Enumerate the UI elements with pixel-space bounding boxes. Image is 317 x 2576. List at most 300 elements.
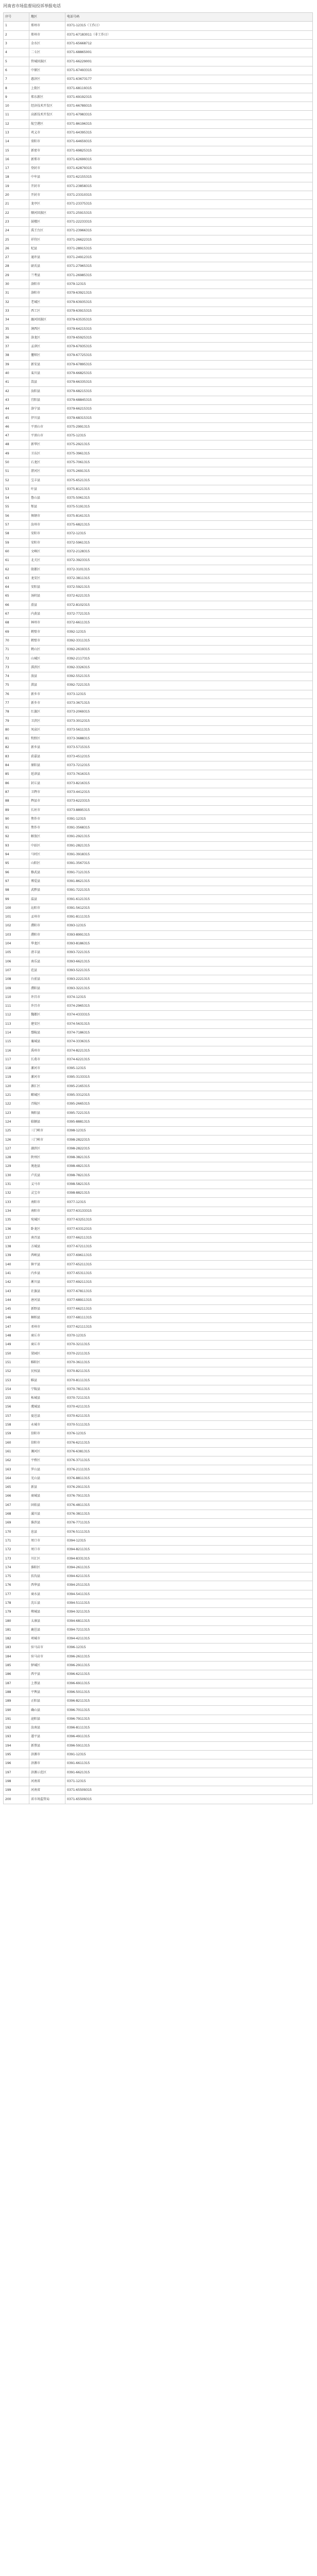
- row-index-cell: 7: [4, 75, 29, 84]
- table-row: [4, 503, 313, 512]
- table-row: [4, 1144, 313, 1153]
- table-row: [4, 191, 313, 199]
- row-region-cell: 武陟县: [29, 886, 65, 895]
- row-region-cell: 新乡市: [29, 699, 65, 707]
- row-index-cell: 64: [4, 583, 29, 592]
- row-index-cell: 22: [4, 209, 29, 217]
- row-index-cell: 34: [4, 316, 29, 325]
- row-phone-cell: 0379-63935315: [65, 298, 313, 307]
- row-region-cell: 南阳市: [29, 1198, 65, 1207]
- row-index-cell: 198: [4, 1777, 29, 1786]
- row-phone-cell: 0374-4333315: [65, 1011, 313, 1020]
- table-row: [4, 271, 313, 280]
- row-region-cell: 焦作市: [29, 815, 65, 823]
- row-phone-cell: 0396-6911315: [65, 1679, 313, 1688]
- row-region-cell: 鼓楼区: [29, 217, 65, 226]
- row-phone-cell: 0393-12315: [65, 922, 313, 930]
- row-phone-cell: 0377-12315: [65, 1198, 313, 1207]
- table-row: [4, 1233, 313, 1242]
- table-row: [4, 1349, 313, 1358]
- table-row: [4, 1127, 313, 1136]
- table-row: [4, 993, 313, 1002]
- row-region-cell: 周口市: [29, 1546, 65, 1554]
- row-index-cell: 96: [4, 868, 29, 877]
- header-cell-phone: 电话号码: [65, 13, 313, 22]
- table-row: [4, 1715, 313, 1723]
- row-region-cell: 建安区: [29, 1020, 65, 1028]
- row-index-cell: 55: [4, 503, 29, 512]
- row-phone-cell: 0373-2069315: [65, 708, 313, 717]
- row-phone-cell: 0396-5011315: [65, 1688, 313, 1697]
- row-index-cell: 199: [4, 1786, 29, 1795]
- table-row: [4, 1136, 313, 1144]
- row-index-cell: 167: [4, 1501, 29, 1510]
- row-index-cell: 156: [4, 1403, 29, 1412]
- row-index-cell: 195: [4, 1750, 29, 1759]
- row-region-cell: 平顶山市: [29, 431, 65, 440]
- row-region-cell: 信阳市: [29, 1438, 65, 1447]
- row-phone-cell: 0370-5111315: [65, 1420, 313, 1429]
- table-row: [4, 1590, 313, 1599]
- row-region-cell: 郑州市: [29, 30, 65, 39]
- row-region-cell: 平桥区: [29, 1456, 65, 1465]
- row-phone-cell: 0379-66825315: [65, 369, 313, 378]
- row-region-cell: 原阳县: [29, 761, 65, 770]
- row-phone-cell: 0375-7061315: [65, 458, 313, 467]
- row-region-cell: 永城市: [29, 1420, 65, 1429]
- row-region-cell: 栾川县: [29, 369, 65, 378]
- row-region-cell: 柘城县: [29, 1394, 65, 1403]
- row-region-cell: 宝丰县: [29, 476, 65, 485]
- row-phone-cell: 0392-12315: [65, 628, 313, 636]
- row-phone-cell: 0377-67211315: [65, 1242, 313, 1251]
- row-phone-cell: 0391-8111315: [65, 912, 313, 921]
- row-index-cell: 114: [4, 1028, 29, 1037]
- row-index-cell: 168: [4, 1510, 29, 1518]
- row-region-cell: 卢氏县: [29, 1171, 65, 1180]
- row-phone-cell: 0376-7711315: [65, 1519, 313, 1528]
- row-region-cell: 川汇区: [29, 1554, 65, 1563]
- row-region-cell: 石龙区: [29, 458, 65, 467]
- table-row: [4, 1474, 313, 1483]
- table-row: [4, 1706, 313, 1715]
- row-region-cell: 博爱县: [29, 877, 65, 886]
- table-row: [4, 1109, 313, 1117]
- row-phone-cell: 0376-6381315: [65, 1447, 313, 1456]
- row-phone-cell: 0377-63133315: [65, 1207, 313, 1215]
- table-row: [4, 1011, 313, 1020]
- table-row: [4, 467, 313, 476]
- row-region-cell: 宜阳县: [29, 396, 65, 404]
- row-phone-cell: 0391-6121315: [65, 895, 313, 904]
- table-row: [4, 1323, 313, 1331]
- row-index-cell: 127: [4, 1144, 29, 1153]
- row-phone-cell: 0376-4811315: [65, 1501, 313, 1510]
- row-index-cell: 3: [4, 39, 29, 48]
- table-row: [4, 1242, 313, 1251]
- row-phone-cell: 0393-6621315: [65, 957, 313, 966]
- row-index-cell: 160: [4, 1438, 29, 1447]
- row-index-cell: 49: [4, 449, 29, 458]
- row-index-cell: 117: [4, 1055, 29, 1064]
- row-index-cell: 78: [4, 708, 29, 717]
- row-index-cell: 84: [4, 761, 29, 770]
- row-region-cell: 新安县: [29, 360, 65, 369]
- row-region-cell: 嵩县: [29, 378, 65, 387]
- row-phone-cell: 0398-5821315: [65, 1180, 313, 1189]
- row-region-cell: 河南省: [29, 1777, 65, 1786]
- row-index-cell: 142: [4, 1278, 29, 1287]
- table-row: [4, 111, 313, 120]
- table-row: [4, 1661, 313, 1670]
- table-row: [4, 752, 313, 761]
- row-index-cell: 77: [4, 699, 29, 707]
- table-row: [4, 57, 313, 66]
- table-row: [4, 217, 313, 226]
- row-index-cell: 50: [4, 458, 29, 467]
- row-phone-cell: 0375-2921315: [65, 440, 313, 449]
- row-region-cell: 南乐县: [29, 957, 65, 966]
- table-row: [4, 449, 313, 458]
- row-phone-cell: 0396-5911315: [65, 1741, 313, 1750]
- table-row: [4, 966, 313, 975]
- row-index-cell: 197: [4, 1768, 29, 1777]
- row-region-cell: 龙亭区: [29, 200, 65, 209]
- row-region-cell: 辉县市: [29, 797, 65, 806]
- row-region-cell: 卫辉市: [29, 788, 65, 796]
- row-index-cell: 125: [4, 1127, 29, 1136]
- table-row: [4, 22, 313, 30]
- row-region-cell: 济源市: [29, 1759, 65, 1768]
- row-index-cell: 35: [4, 325, 29, 333]
- row-phone-cell: 0370-3611315: [65, 1358, 313, 1367]
- row-index-cell: 143: [4, 1287, 29, 1296]
- table-row: [4, 75, 313, 84]
- row-region-cell: 清丰县: [29, 948, 65, 957]
- row-index-cell: 119: [4, 1073, 29, 1082]
- table-row: [4, 1724, 313, 1733]
- row-phone-cell: 0392-7221315: [65, 681, 313, 690]
- row-index-cell: 118: [4, 1064, 29, 1073]
- row-index-cell: 190: [4, 1706, 29, 1715]
- row-region-cell: 洛阳市: [29, 289, 65, 298]
- row-phone-cell: 0371-69192315: [65, 93, 313, 101]
- row-region-cell: 梁园区: [29, 1349, 65, 1358]
- table-row: [4, 307, 313, 315]
- row-region-cell: 濮阳县: [29, 984, 65, 993]
- row-phone-cell: 0395-3133315: [65, 1073, 313, 1082]
- row-region-cell: 老城区: [29, 298, 65, 307]
- row-index-cell: 61: [4, 556, 29, 565]
- row-index-cell: 189: [4, 1697, 29, 1706]
- table-row: [4, 387, 313, 396]
- row-index-cell: 24: [4, 227, 29, 235]
- row-phone-cell: 0371-27965315: [65, 262, 313, 271]
- table-row: [4, 244, 313, 253]
- row-phone-cell: 0394-3211315: [65, 1608, 313, 1617]
- table-row: [4, 173, 313, 182]
- row-index-cell: 172: [4, 1546, 29, 1554]
- row-phone-cell: 0370-2211315: [65, 1349, 313, 1358]
- table-row: [4, 1020, 313, 1028]
- table-row: [4, 725, 313, 734]
- row-region-cell: 南阳市: [29, 1207, 65, 1215]
- row-region-cell: 新郑市: [29, 155, 65, 164]
- row-region-cell: 驿城区: [29, 1661, 65, 1670]
- table-row: [4, 984, 313, 993]
- row-phone-cell: 0371-12315: [65, 1777, 313, 1786]
- row-index-cell: 136: [4, 1225, 29, 1233]
- table-body: [4, 13, 313, 1804]
- row-phone-cell: 0376-5111315: [65, 1528, 313, 1536]
- row-phone-cell: 0394-5111315: [65, 1599, 313, 1607]
- row-index-cell: 141: [4, 1269, 29, 1278]
- table-row: [4, 646, 313, 654]
- row-index-cell: 25: [4, 235, 29, 244]
- row-region-cell: 祥符区: [29, 235, 65, 244]
- table-row: [4, 868, 313, 877]
- row-phone-cell: 0379-66215315: [65, 405, 313, 414]
- row-phone-cell: 0392-2117315: [65, 654, 313, 663]
- row-index-cell: 47: [4, 431, 29, 440]
- row-index-cell: 146: [4, 1314, 29, 1323]
- row-index-cell: 110: [4, 993, 29, 1002]
- row-phone-cell: 0379-64215315: [65, 325, 313, 333]
- row-region-cell: 禹州市: [29, 1046, 65, 1055]
- table-row: [4, 699, 313, 707]
- row-index-cell: 131: [4, 1180, 29, 1189]
- row-phone-cell: 0395-2665315: [65, 1100, 313, 1109]
- row-phone-cell: 0371-62699315: [65, 155, 313, 164]
- row-index-cell: 135: [4, 1216, 29, 1225]
- row-phone-cell: 0391-3568315: [65, 824, 313, 833]
- row-index-cell: 69: [4, 628, 29, 636]
- table-row: [4, 841, 313, 850]
- row-index-cell: 63: [4, 574, 29, 583]
- row-index-cell: 192: [4, 1724, 29, 1733]
- row-index-cell: 124: [4, 1117, 29, 1126]
- table-row: [4, 1171, 313, 1180]
- row-region-cell: 唐河县: [29, 1296, 65, 1304]
- row-index-cell: 73: [4, 663, 29, 672]
- row-phone-cell: 0371-67183011（非工作日）: [65, 30, 313, 39]
- row-phone-cell: 0377-65311315: [65, 1269, 313, 1278]
- row-index-cell: 39: [4, 360, 29, 369]
- row-region-cell: 许昌市: [29, 1002, 65, 1010]
- row-index-cell: 82: [4, 743, 29, 752]
- row-phone-cell: 0398-3821315: [65, 1154, 313, 1162]
- row-region-cell: 汝阳县: [29, 387, 65, 396]
- row-phone-cell: 0377-69611315: [65, 1251, 313, 1260]
- row-phone-cell: 0374-2965315: [65, 1002, 313, 1010]
- row-region-cell: 召陵区: [29, 1100, 65, 1109]
- row-phone-cell: 0371-22233315: [65, 217, 313, 226]
- row-phone-cell: 0394-12315: [65, 1536, 313, 1545]
- table-row: [4, 1465, 313, 1474]
- row-phone-cell: 0371-23966315: [65, 227, 313, 235]
- row-region-cell: 管城回族区: [29, 57, 65, 66]
- table-row: [4, 681, 313, 690]
- table-row: [4, 619, 313, 628]
- table-row: [4, 342, 313, 351]
- row-phone-cell: 0391-2821315: [65, 841, 313, 850]
- table-row: [4, 1314, 313, 1323]
- row-index-cell: 23: [4, 217, 29, 226]
- table-row: [4, 1296, 313, 1304]
- row-region-cell: 长葛市: [29, 1055, 65, 1064]
- row-region-cell: 洛宁县: [29, 405, 65, 414]
- row-region-cell: 罗山县: [29, 1465, 65, 1474]
- row-region-cell: 宁陵县: [29, 1385, 65, 1394]
- row-index-cell: 60: [4, 547, 29, 556]
- table-row: [4, 1697, 313, 1706]
- row-index-cell: 126: [4, 1136, 29, 1144]
- table-row: [4, 663, 313, 672]
- table-row: [4, 431, 313, 440]
- row-phone-cell: 0373-4512315: [65, 752, 313, 761]
- row-phone-cell: 0379-68215315: [65, 387, 313, 396]
- table-row: [4, 360, 313, 369]
- row-region-cell: 卫滨区: [29, 717, 65, 725]
- page-title: 河南省市场监督局投诉举报电话: [3, 4, 61, 8]
- row-region-cell: 南召县: [29, 1233, 65, 1242]
- row-region-cell: 洛龙区: [29, 333, 65, 342]
- row-region-cell: 淇县: [29, 681, 65, 690]
- row-region-cell: 淮滨县: [29, 1519, 65, 1528]
- row-phone-cell: 0398-2822315: [65, 1144, 313, 1153]
- row-phone-cell: 0373-12315: [65, 690, 313, 699]
- row-phone-cell: 0379-63921315: [65, 289, 313, 298]
- row-index-cell: 100: [4, 904, 29, 912]
- row-phone-cell: 0376-6211315: [65, 1438, 313, 1447]
- row-region-cell: 淮阳区: [29, 1563, 65, 1572]
- row-region-cell: 襄城县: [29, 1038, 65, 1046]
- row-index-cell: 187: [4, 1679, 29, 1688]
- row-phone-cell: 0398-4821315: [65, 1162, 313, 1171]
- row-phone-cell: 0373-7212315: [65, 761, 313, 770]
- table-row: [4, 574, 313, 583]
- row-phone-cell: 0391-12315: [65, 1750, 313, 1759]
- row-index-cell: 123: [4, 1109, 29, 1117]
- table-row: [4, 1287, 313, 1296]
- row-phone-cell: 0375-5191315: [65, 503, 313, 512]
- row-phone-cell: 0377-66211315: [65, 1233, 313, 1242]
- row-index-cell: 31: [4, 289, 29, 298]
- row-region-cell: 确山县: [29, 1706, 65, 1715]
- row-phone-cell: 0377-66211315: [65, 1305, 313, 1314]
- row-region-cell: 淇滨区: [29, 663, 65, 672]
- row-region-cell: 郑州市: [29, 22, 65, 30]
- row-phone-cell: 0396-2611315: [65, 1652, 313, 1661]
- row-index-cell: 16: [4, 155, 29, 164]
- table-row: [4, 396, 313, 404]
- row-region-cell: 巩义市: [29, 128, 65, 137]
- row-index-cell: 81: [4, 735, 29, 743]
- row-region-cell: 焦作市: [29, 824, 65, 833]
- row-region-cell: 红旗区: [29, 708, 65, 717]
- row-region-cell: 舞阳县: [29, 1109, 65, 1117]
- row-phone-cell: 0379-67895315: [65, 360, 313, 369]
- table-row: [4, 1572, 313, 1581]
- row-index-cell: 162: [4, 1456, 29, 1465]
- table-row: [4, 1483, 313, 1492]
- row-phone-cell: 0372-12315: [65, 530, 313, 538]
- row-index-cell: 155: [4, 1394, 29, 1403]
- table-row: [4, 253, 313, 262]
- row-region-cell: 孟州市: [29, 912, 65, 921]
- row-phone-cell: 0370-3211315: [65, 1341, 313, 1349]
- row-region-cell: 郾城区: [29, 1091, 65, 1099]
- row-index-cell: 170: [4, 1528, 29, 1536]
- row-region-cell: 商丘市: [29, 1341, 65, 1349]
- row-region-cell: 正阳县: [29, 1697, 65, 1706]
- row-region-cell: 通许县: [29, 253, 65, 262]
- row-index-cell: 186: [4, 1670, 29, 1679]
- table-row: [4, 654, 313, 663]
- table-row: [4, 280, 313, 289]
- table-row: [4, 930, 313, 939]
- row-index-cell: 191: [4, 1715, 29, 1723]
- row-region-cell: 禹王台区: [29, 227, 65, 235]
- row-index-cell: 122: [4, 1100, 29, 1109]
- row-region-cell: 临颍县: [29, 1117, 65, 1126]
- table-row: [4, 1394, 313, 1403]
- table-row: [4, 1046, 313, 1055]
- row-region-cell: 牧野区: [29, 735, 65, 743]
- row-index-cell: 21: [4, 200, 29, 209]
- table-row: [4, 405, 313, 414]
- row-index-cell: 29: [4, 271, 29, 280]
- table-row: [4, 1617, 313, 1625]
- row-region-cell: 西峡县: [29, 1251, 65, 1260]
- table-row: [4, 1447, 313, 1456]
- row-region-cell: 浚县: [29, 672, 65, 681]
- row-phone-cell: 0375-2691315: [65, 467, 313, 476]
- table-row: [4, 939, 313, 948]
- row-index-cell: 66: [4, 601, 29, 609]
- row-region-cell: 虞城县: [29, 1403, 65, 1412]
- table-row: [4, 485, 313, 494]
- table-row: [4, 912, 313, 921]
- row-phone-cell: 0377-65211315: [65, 1260, 313, 1269]
- table-row: [4, 209, 313, 217]
- row-index-cell: 180: [4, 1617, 29, 1625]
- row-phone-cell: 0374-7186315: [65, 1028, 313, 1037]
- row-phone-cell: 0371-67983315: [65, 111, 313, 120]
- row-index-cell: 174: [4, 1563, 29, 1572]
- row-region-cell: 顺河回族区: [29, 209, 65, 217]
- row-phone-cell: 0371-62879315: [65, 164, 313, 173]
- row-region-cell: 开封市: [29, 182, 65, 191]
- row-index-cell: 40: [4, 369, 29, 378]
- row-index-cell: 87: [4, 788, 29, 796]
- table-row: [4, 1251, 313, 1260]
- row-phone-cell: 0374-8221315: [65, 1046, 313, 1055]
- row-region-cell: 濮阳市: [29, 922, 65, 930]
- table-row: [4, 1688, 313, 1697]
- row-phone-cell: 0371-12315（工作日）: [65, 22, 313, 30]
- row-region-cell: 汝南县: [29, 1724, 65, 1733]
- table-header-row: [4, 13, 313, 22]
- row-region-cell: 山阳区: [29, 859, 65, 868]
- table-row: [4, 1608, 313, 1617]
- table-row: [4, 1643, 313, 1652]
- row-region-cell: 西华县: [29, 1581, 65, 1590]
- row-index-cell: 183: [4, 1643, 29, 1652]
- row-index-cell: 157: [4, 1412, 29, 1420]
- row-region-cell: 登封市: [29, 164, 65, 173]
- row-region-cell: 固始县: [29, 1501, 65, 1510]
